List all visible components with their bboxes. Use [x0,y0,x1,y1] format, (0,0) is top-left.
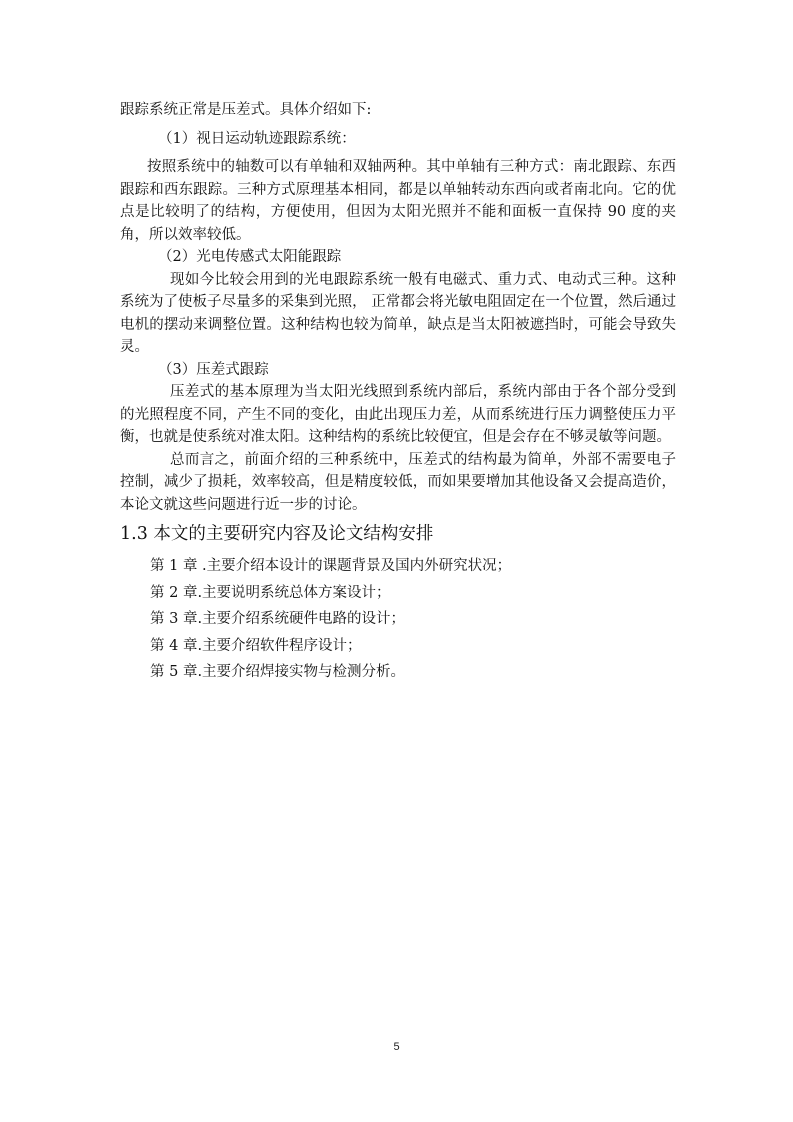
chapter-item: 第 5 章.主要介绍焊接实物与检测分析。 [150,664,406,680]
chapter-list [120,556,676,682]
page-content [120,99,676,689]
chapter-item: 第 1 章 .主要介绍本设计的课题背景及国内外研究状况； [150,558,512,574]
chapter-item: 第 4 章.主要介绍软件程序设计； [150,637,362,654]
subsection-title-photoelectric: （2）光电传感式太阳能跟踪 [158,249,342,265]
paragraph-summary: 总而言之，前面介绍的三种系统中，压差式的结构最为简单，外部不需要电子控制，减少了损耗，效率较高，但是精度较低，而如果要增加其他设备又会提高造价，本论文就这些问题进行近一步的讨论。 [120,451,676,513]
paragraph-intro: 跟踪系统正常是压差式。具体介绍如下: [120,102,372,118]
chapter-item: 第 2 章.主要说明系统总体方案设计； [150,584,391,601]
paragraph-photoelectric: 现如今比较会用到的光电跟踪系统一般有电磁式、重力式、电动式三种。这种系统为了使板子尽量多的采集到光照， 正常都会将光敏电阻固定在一个位置，然后通过电机的摆动来调整位置。这种结构也较为简单，缺点是当太阳被遮挡时，可能会导致失灵。 [120,271,676,355]
section-heading: 1.3 本文的主要研究内容及论文结构安排 [120,524,434,544]
paragraph-pressure-diff: 压差式的基本原理为当太阳光线照到系统内部后，系统内部由于各个部分受到的光照程度不同，产生不同的变化，由此出现压力差，从而系统进行压力调整使压力平衡，也就是使系统对准太阳。这种结构的系统比较便宜，但是会存在不够灵敏等问题。 [120,384,676,445]
subsection-title-pressure-diff: （3）压差式跟踪 [158,361,269,378]
paragraph-sun-trajectory: 按照系统中的轴数可以有单轴和双轴两种。其中单轴有三种方式：南北跟踪、东西跟踪和西东跟踪。三种方式原理基本相同，都是以单轴转动东西向或者南北向。它的优点是比较明了的结构，方便使用，但因为太阳光照并不能和面板一直保持 90 度的夹角，所以效率较低。 [120,159,676,243]
subsection-title-sun-trajectory: （1）视日运动轨迹跟踪系统： [158,130,356,147]
page-number: 5 [393,1041,400,1053]
chapter-item: 第 3 章.主要介绍系统硬件电路的设计； [150,611,406,627]
